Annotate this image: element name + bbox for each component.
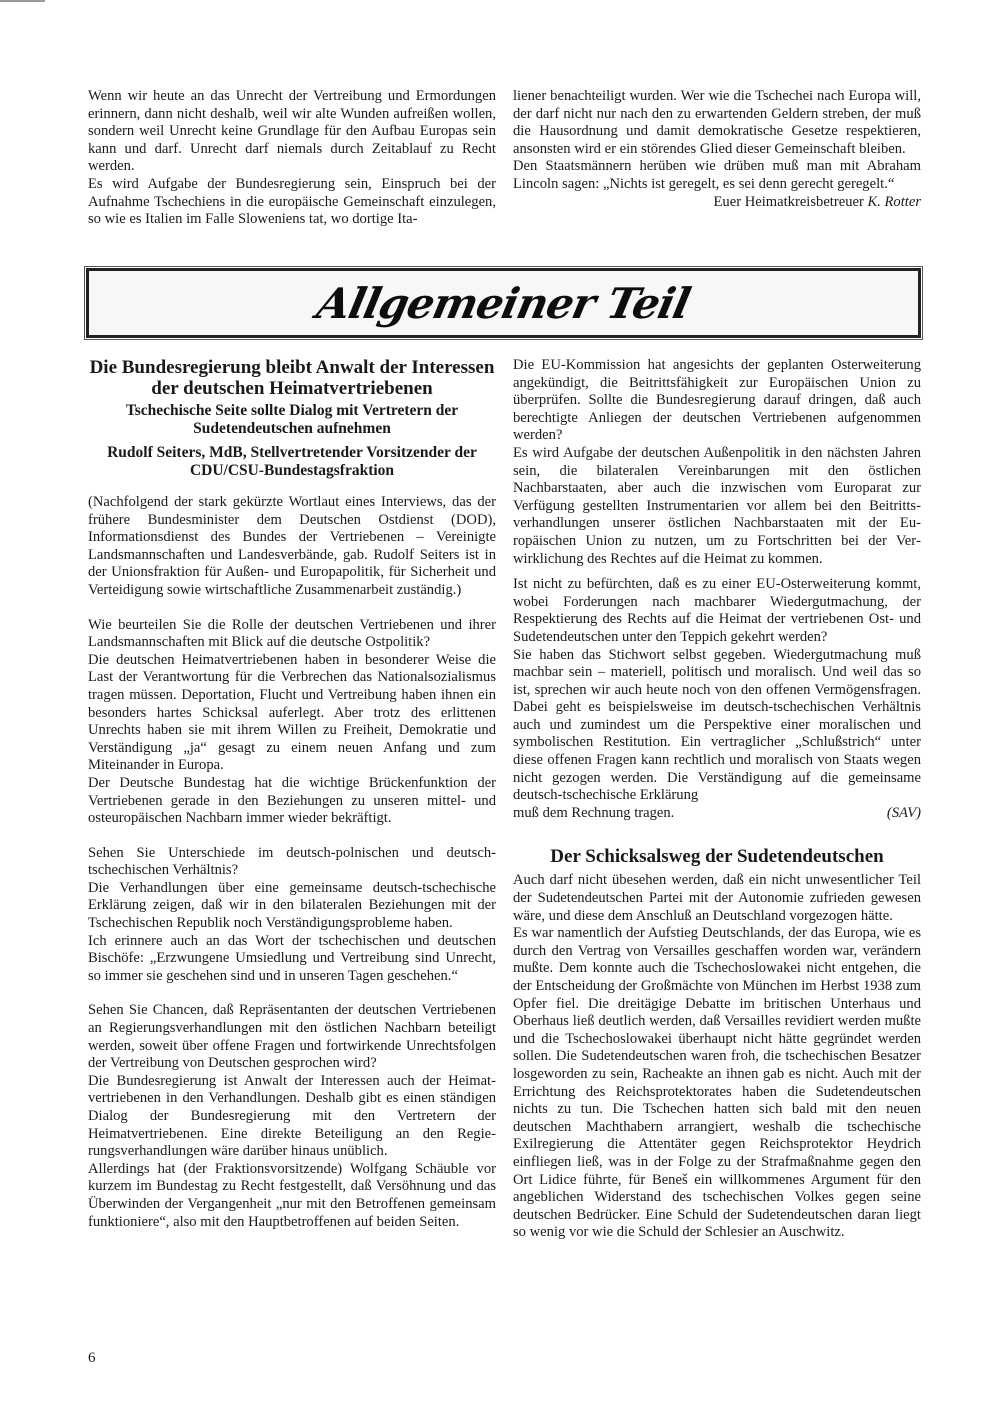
section-banner [86, 268, 921, 338]
interview-question: Sehen Sie Unterschiede im deutsch-polnischen und deutsch-tschechischen Verhältnis? [88, 844, 496, 879]
page-number: 6 [88, 1350, 96, 1366]
article-intro: (Nachfolgend der stark gekürzte Wortlaut eines Interviews, das der frühere Bundesminister dem Deutschen Ostdienst (DOD), Informationsdienst des Bundes der Vertriebenen – Vereinigte Landsmannschaften und Landesverbände, gab. Rudolf Seiters ist in der Unionsfraktion für Außen- und Europapolitik, für Sicherheit und Verteidigung sowie wirtschaftliche Zusammenarbeit zuständig.) [88, 494, 496, 598]
article-headline: Die Bundesregierung bleibt Anwalt der Interessen der deutschen Heimatvertriebenen [89, 357, 495, 399]
paragraph: liener benachteiligt wurden. Wer wie die Tschechei nach Europa will, der darf nicht nur nach den zu erwartenden Geldern streben, der muß die Hausordnung und damit demokratische Gesetze respektieren, ansonsten wird er ein störendes Glied dieser Gemeinschaft bleiben. [513, 88, 921, 157]
interview-question: Sehen Sie Chancen, daß Repräsentanten der deutschen Vertriebenen an Regierungsverhandlungen mit den östlichen Nachbarn beteiligt werden, soweit über offene Fragen und fortwirkende Unrechtsfolgen der Vertreibung von Deutschen gesprochen wird? [88, 1002, 496, 1072]
top-continuation-left-column [88, 88, 496, 229]
interview-answer: Die Verhandlungen über eine gemeinsame deutsch-tschechische Erklärung zeigen, daß wir in den bilateralen Beziehungen mit der Tschechischen Republik noch Verständigungsprobleme haben. [88, 879, 496, 932]
interview-answer: Sie haben das Stichwort selbst gegeben. Wiedergutmachung muß machbar sein – materiell, politisch und moralisch. Und weil das so ist, sprechen wir auch heute noch von den offenen Vermögensfragen. Dabei geht es beispielsweise im deutsch-tschechischen Verhältnis auch und zumindest um die Perspektive einer moralischen und symbolischen Restitution. Ein vertraglicher „Schlußstrich“ unter diese offenen Fragen kann rechtlich und moralisch von Staats wegen nicht gezogen werden. Die Verständigung auf die gemeinsame deutsch-tschechische Erklärung [513, 646, 921, 804]
paragraph: Auch darf nicht übesehen werden, daß ein nicht unwesentlicher Teil der Sudetendeutschen Partei mit der Autonomie zufrieden gewesen wäre, und diese dem Anschluß an Deutschland vorgezogen hätte. [513, 872, 921, 924]
signature-name: K. Rotter [867, 193, 921, 210]
interview-question: Wie beurteilen Sie die Rolle der deutschen Vertriebenen und ihrer Landsmannschaften mit Blick auf die deutsche Ostpolitik? [88, 616, 496, 651]
article-author-line: Rudolf Seiters, MdB, Stellvertretender Vorsitzender der CDU/CSU-Bundestagsfraktion [107, 444, 477, 479]
scan-artifact [0, 0, 45, 2]
signature-role: Euer Heimatkreisbetreuer [713, 193, 868, 210]
interview-answer: Die deutschen Heimatvertriebenen haben in besonderer Weise die Last der Verantwortung für die Verbrechen das Nationalsozialismus tragen müssen. Deportation, Flucht und Vertreibung haben ihnen ein besonders hartes Schicksal auferlegt. Aber trotz des erlittenen Unrechts haben sie mit ihrem Willen zu Freiheit, Demokratie und Verständigung „ja“ gesagt zu einem neuen Anfang und zum Miteinander in Europa. [88, 651, 496, 774]
article-right-column [513, 357, 921, 1242]
section2-title: Der Schicksalsweg der Sudetendeutschen [550, 846, 884, 868]
article-left-column [88, 357, 496, 1231]
paragraph: Es wird Aufgabe der Bundesregierung sein, Einspruch bei der Aufnahme Tschechiens in die europäische Gemeinschaft einzulegen, so wie es Italien im Falle Sloweniens tat, wo dortige Ita- [88, 175, 496, 228]
paragraph: Den Staatsmännern herüben wie drüben muß man mit Abraham Lincoln sagen: „Nichts ist geregelt, es sei denn gerecht geregelt.“ [513, 158, 921, 192]
interview-answer: Die Bundesregierung ist Anwalt der Interessen auch der Heimatvertriebenen in den Verhandlungen. Deshalb gibt es einen ständigen Dialog der Bundesregierung mit den Vertretern der Heimatvertriebenen. Eine direkte Beteiligung an den Regierungsverhandlungen wäre darüber hinaus unüblich. [88, 1072, 496, 1160]
article-subheadline: Tschechische Seite sollte Dialog mit Vertretern der Sudetendeutschen aufnehmen [125, 402, 459, 437]
top-continuation-right-column [513, 88, 921, 211]
source-tag: (SAV) [886, 804, 921, 821]
closing-text: muß dem Rechnung tragen. [513, 804, 675, 821]
signature [513, 194, 921, 212]
article-closing-line [513, 805, 921, 823]
interview-answer: Der Deutsche Bundestag hat die wichtige Brückenfunktion der Vertriebenen gerade in den Beziehungen zu unseren mittel- und osteuropäischen Nachbarn immer wieder bekräftigt. [88, 774, 496, 827]
interview-answer: Es wird Aufgabe der deutschen Außenpolitik in den nächsten Jahren sein, die bilateralen Vereinbarungen mit den östlichen Nachbarstaaten, aber auch die inzwischen vom Europarat zur Verfügung gestellten Instrumentarien vor allem bei den Beitrittsverhandlungen unserer östlichen Nachbarstaaten mit der Europäischen Union zu nutzen, um zu Fortschritten bei der Verwirklichung des Rechtes auf die Heimat zu kommen. [513, 444, 921, 567]
interview-question: Ist nicht zu befürchten, daß es zu einer EU-Osterweiterung kommt, wobei Forderungen nach machbarer Wiedergutmachung, der Respektierung des Rechts auf die Heimat der vertriebenen Ost- und Sudetendeutschen unter den Teppich gekehrt werden? [513, 576, 921, 645]
interview-answer: Ich erinnere auch an das Wort der tschechischen und deutschen Bischöfe: „Erzwungene Umsiedlung und Vertreibung sind Unrecht, so immer sie geschehen sind und in unseren Tagen geschehen.“ [88, 932, 496, 984]
interview-answer: Allerdings hat (der Fraktionsvorsitzende) Wolfgang Schäuble vor kurzem im Bundestag zu Recht festgestellt, daß Versöhnung und das Überwinden der Vergangenheit „nur mit den Betroffenen gemeinsam funktioniere“, also mit den Hauptbetroffenen auf beiden Seiten. [88, 1160, 496, 1230]
paragraph: Wenn wir heute an das Unrecht der Vertreibung und Ermordungen erinnern, dann nicht deshalb, weil wir alte Wunden aufreißen wollen, sondern weil Unrecht keine Grundlage für den Aufbau Europas sein kann und darf. Unrecht darf niemals durch Zeitablauf zu Recht werden. [88, 88, 496, 175]
interview-question: Die EU-Kommission hat angesichts der geplanten Osterweiterung angekündigt, die Beitrittsfähigkeit zur Europäischen Union zu überprüfen. Sollte die Bundesregierung darauf dringen, daß auch berechtigte Anliegen der deutschen Vertriebenen aufgenommen werden? [513, 357, 921, 444]
section-banner-title: Allgemeiner Teil [312, 278, 695, 328]
paragraph: Es war namentlich der Aufstieg Deutschlands, der das Europa, wie es durch den Vertrag von Versailles geschaffen worden war, verändern mußte. Dem konnte auch die Tschechoslowakei nicht entgehen, die der Entscheidung der Großmächte von München im Herbst 1938 zum Opfer fiel. Die dreitägige Debatte im britischen Unterhaus und Oberhaus ließ deutlich werden, daß Versailles revidiert werden mußte und die Tschechoslowakei überhaupt nicht hätte gegründet werden sollen. Die Sudetendeutschen waren froh, die tschechischen Besatzer losgeworden zu sein, Racheakte an ihnen gab es nicht. Auch mit der Errichtung des Reichsprotektorates haben die Sudetendeutschen nichts zu tun. Die Tschechen hatten sich bald mit den neuen deutschen Machthabern arrangiert, weshalb die tschechische Exilregierung die Attentäter gegen Reichsprotektor Heydrich einfliegen ließ, was in der Folge zu der Strafmaßnahme gegen den Ort Lidice führte, für Beneš ein willkommenes Argument für den angeblichen Widerstand des tschechischen Volkes gegen seine deutschen Bedrücker. Eine Schuld der Sudetendeutschen daran liegt so wenig vor wie die Schuld der Schlesier an Auschwitz. [513, 925, 921, 1241]
